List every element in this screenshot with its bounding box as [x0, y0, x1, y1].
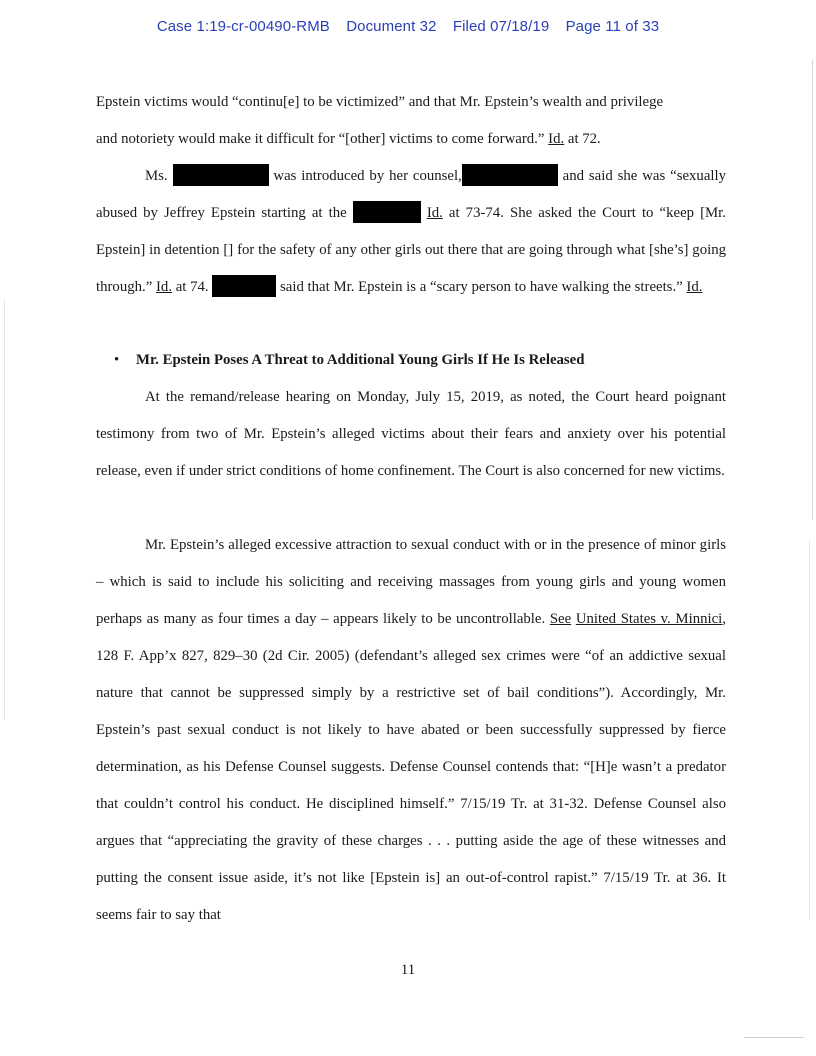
citation-id: Id.: [548, 131, 565, 147]
redaction-box: [353, 201, 421, 223]
signal-see: See: [549, 611, 572, 627]
paragraph-victim-statement: [96, 158, 726, 306]
text-run: , 128 F. App’x 827, 829–30 (2d Cir. 2005) (defendant’s alleged sex crimes were “of an addictive sexual nature that cannot be suppressed simply by a restrictive set of bail conditions”). Accordingly, Mr. Epstein’s past sexual conduct is not likely to have abated or been successfully suppressed by fierce determination, as his Defense Counsel suggests. Defense Counsel contends that: “[H]e wasn’t a predator that couldn’t control his conduct. He disciplined himself.” 7/15/19 Tr. at 31-32. Defense Counsel also argues that “appreciating the gravity of these charges . . . putting aside the age of these witnesses and putting the consent issue aside, it’s not like [Epstein is] an out-of-control rapist.” 7/15/19 Tr. at 36. It seems fair to say that: [96, 611, 726, 923]
text-run: said that Mr. Epstein is a “scary person to have walking the streets.”: [280, 279, 687, 295]
bullet-icon: •: [114, 352, 120, 368]
scan-edge: [809, 540, 810, 920]
text-run: at 73-74. She asked the Court to “keep [Mr. Epstein] in detention [] for the safety of any other girls out there that are going through what [she’s] going through.”: [96, 205, 726, 295]
text-block: At the remand/release hearing on Monday, July 15, 2019, as noted, the Court heard poignant testimony from two of Mr. Epstein’s alleged victims about their fears and anxiety over his potential release, even if under strict conditions of home confinement. The Court is also concerned for new victims.: [96, 389, 726, 479]
redaction-box: [212, 275, 276, 297]
text-run: and said she was: [557, 168, 666, 184]
text-block: [96, 527, 726, 934]
paragraph-continuation: [96, 84, 726, 158]
case-number: Case 1:19-cr-00490-RMB: [156, 18, 330, 35]
text-run: “sexually abused by Jeffrey Epstein starting at the: [96, 168, 727, 221]
paragraph-analysis: [96, 527, 726, 934]
text-run: at 74.: [172, 279, 213, 295]
section-heading: [96, 342, 726, 379]
redaction-box: [462, 164, 558, 186]
paragraph-hearing: [96, 379, 726, 490]
heading-text: Mr. Epstein Poses A Threat to Additional Young Girls If He Is Released: [136, 352, 585, 368]
text-block: [96, 158, 726, 306]
redaction-box: [173, 164, 269, 186]
case-citation: United States v. Minnici: [575, 611, 723, 627]
citation-id: Id.: [686, 279, 703, 295]
case-header: [0, 18, 816, 35]
filed-date: Filed 07/18/19: [452, 18, 550, 35]
text-run: Mr. Epstein’s alleged excessive attraction to sexual conduct with or in the presence of minor girls – which is said to include his soliciting and receiving massages from young girls and young women perhaps as many as four times a day – appears likely to be uncontrollable.: [96, 537, 726, 627]
citation-id: Id.: [156, 279, 173, 295]
text-line: [96, 121, 726, 158]
page-of: Page 11 of 33: [565, 18, 660, 35]
document-number: Document 32: [346, 18, 437, 35]
citation-id: Id.: [426, 205, 443, 221]
text-line: Epstein victims would “continu[e] to be victimized” and that Mr. Epstein’s wealth and privilege: [96, 94, 664, 110]
scan-artifact: [744, 1037, 804, 1038]
text-run: was introduced by her counsel,: [273, 168, 462, 184]
text-run: Ms.: [145, 168, 173, 184]
scan-edge: [4, 300, 5, 720]
scan-edge: [812, 60, 813, 520]
page-number: 11: [400, 962, 416, 978]
text-run: at 72.: [564, 131, 601, 147]
text-run: and notoriety would make it difficult for “[other] victims to come forward.”: [96, 131, 549, 147]
